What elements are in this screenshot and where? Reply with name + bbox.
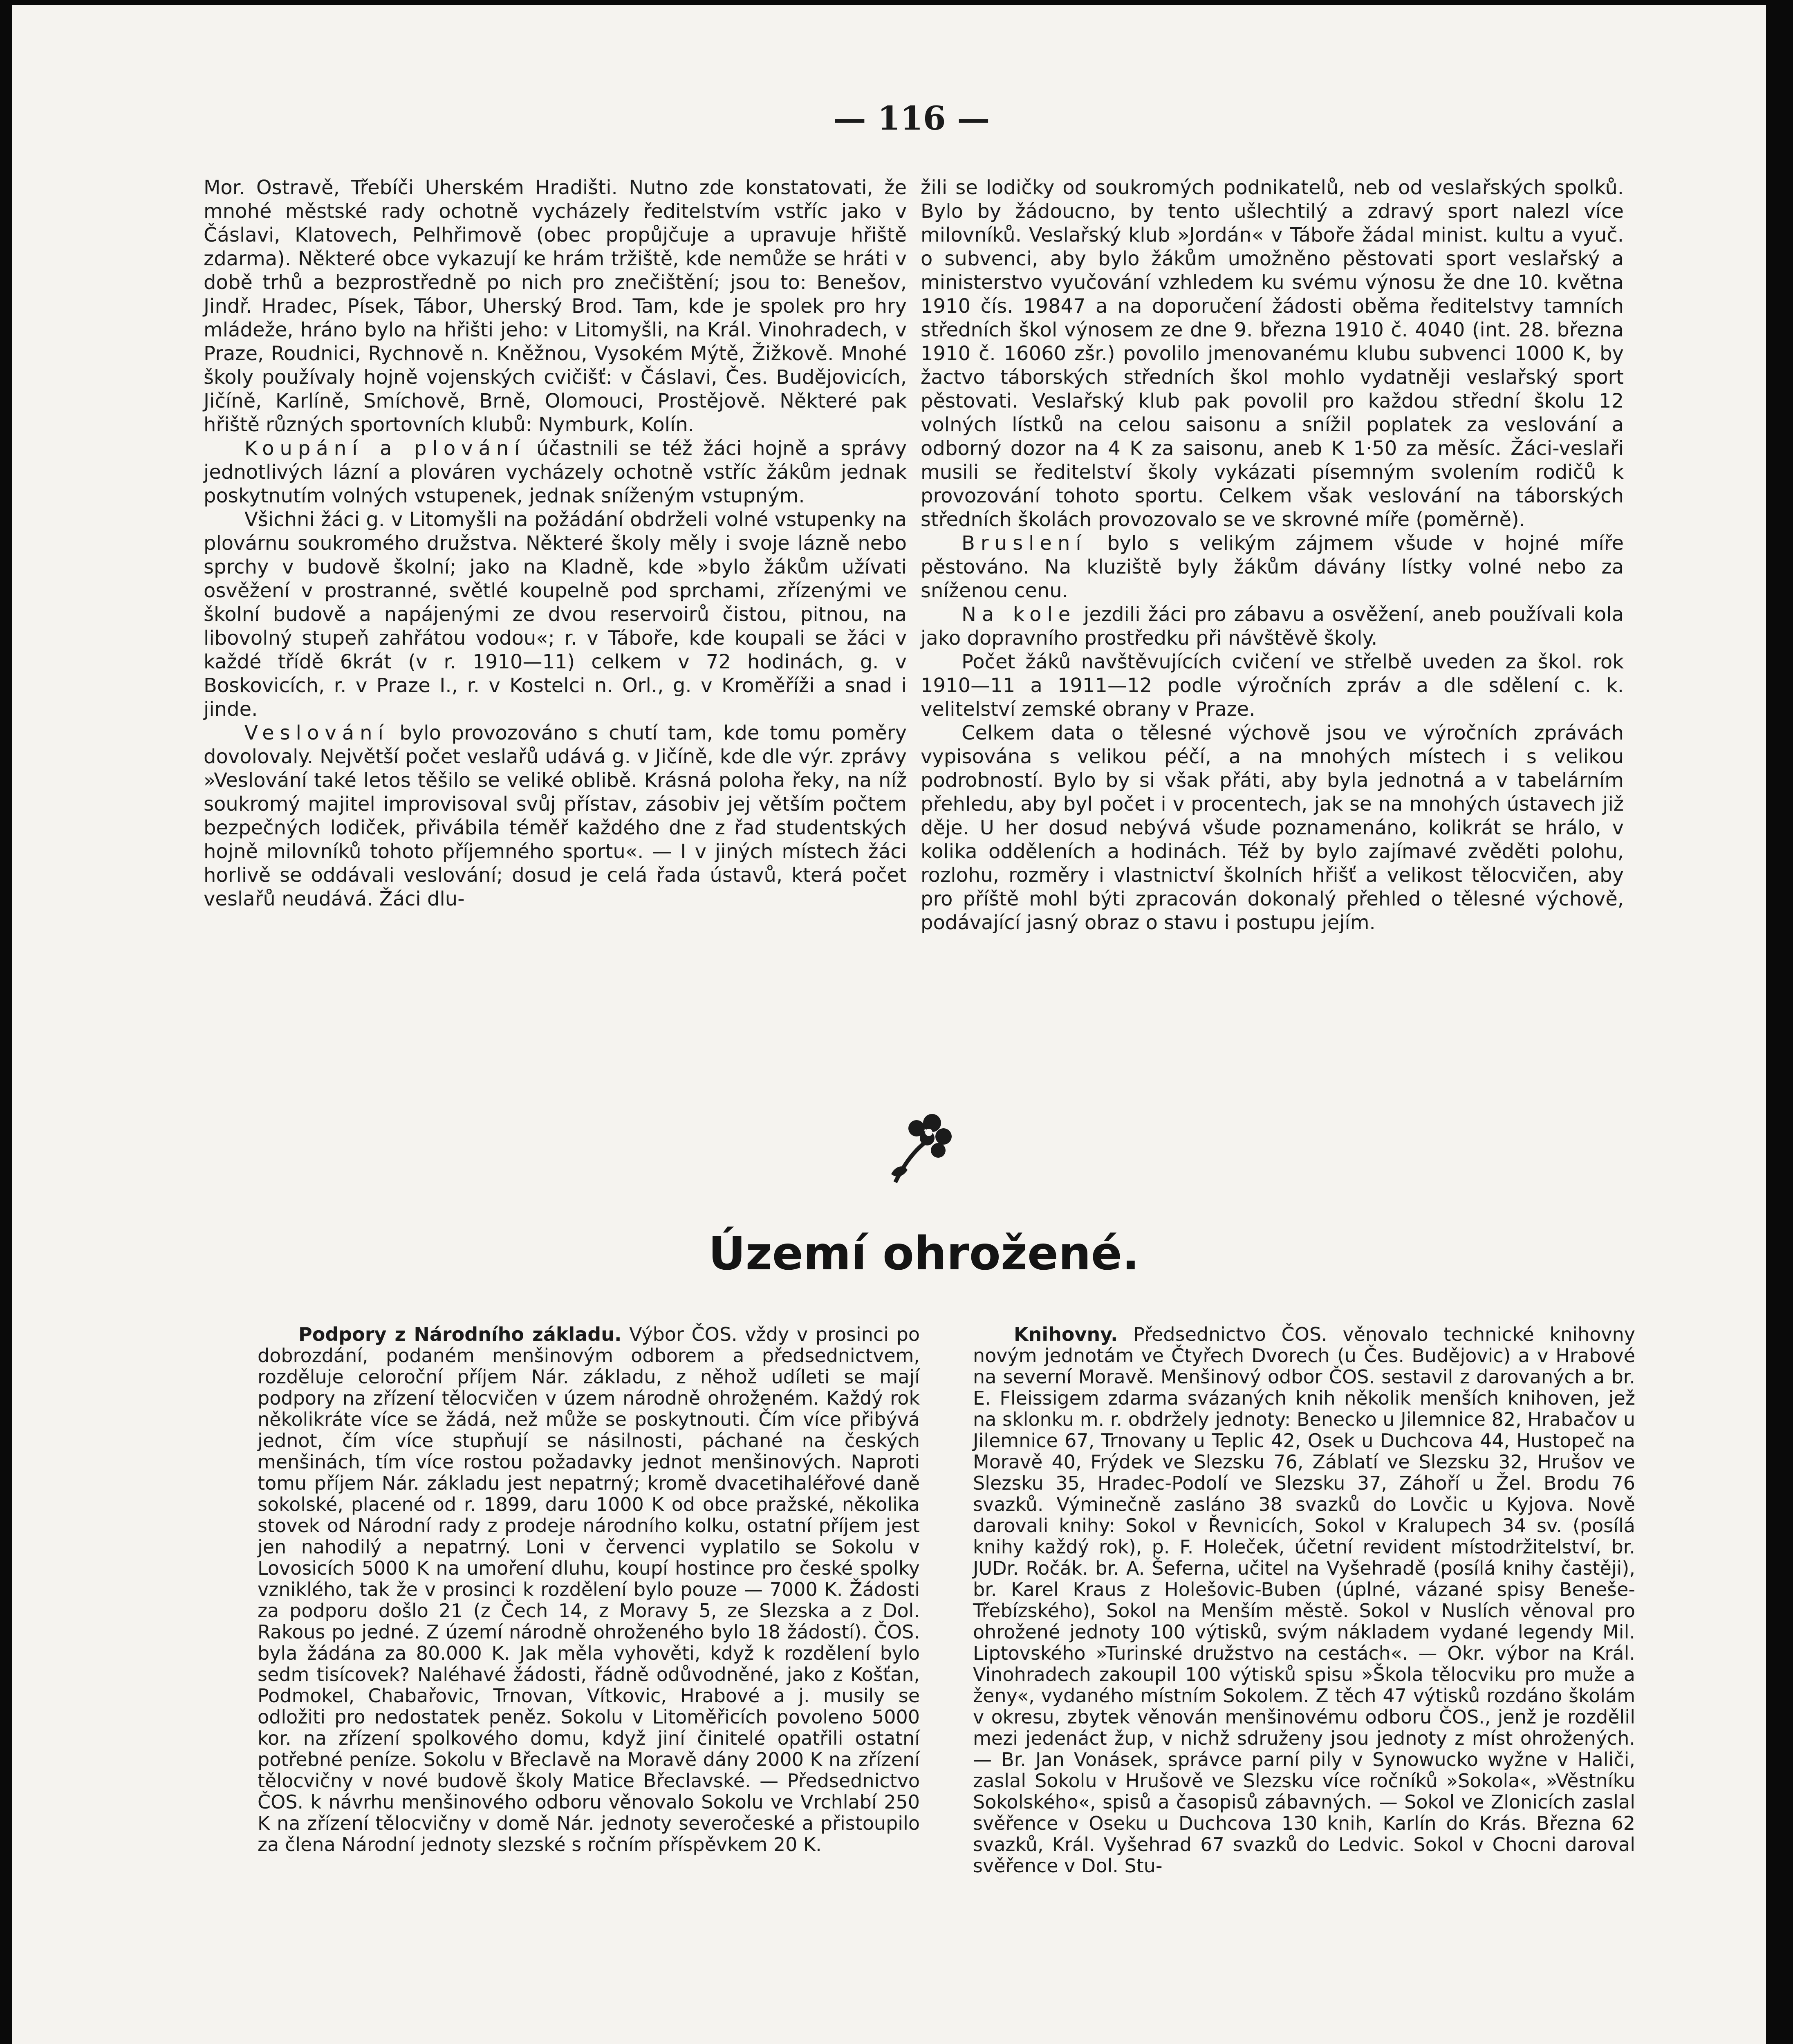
section-title: Území ohrožené. bbox=[708, 1227, 1140, 1280]
paragraph: Knihovny. Předsednictvo ČOS. věnovalo technické knihovny novým jednotám ve Čtyřech Dvorech (u Čes. Budějovic) a v Hrabové na severní Moravě. Menšinový odbor ČOS. sestavil z darovaných a br. E. Fleissigem zdarma svázaných knih několik menších knihoven, jež na sklonku m. r. obdržely jednoty: Benecko u Jilemnice 82, Hrabačov u Jilemnice 67, Trnovany u Teplic 42, Osek u Duchcova 44, Hustopeč na Moravě 40, Frýdek ve Slezsku 76, Záblatí ve Slezsku 32, Hrušov ve Slezsku 35, Hradec-Podolí ve Slezsku 37, Záhoří u Žel. Brodu 76 svazků. Výminečně zasláno 38 svazků do Lovčic u Kyjova. Nově darovali knihy: Sokol v Řevnicích, Sokol v Kralupech 34 sv. (posílá knihy každý rok), p. F. Holeček, účetní revident místodržitelství, br. JUDr. Ročák. br. A. Šeferna, učitel na Vyšehradě (posílá knihy častěji), br. Karel Kraus z Holešovic-Buben (úplné, vázané spisy Beneše-Třebízského), Sokol na Menším městě. Sokol v Nuslích věnoval pro ohrožené jednoty 100 výtisků, svým nákladem vydané legendy Mil. Liptovského »Turinské družstvo na cestách«. — Okr. výbor na Král. Vinohradech zakoupil 100 výtisků spisu »Škola tělocviku pro muže a ženy«, vydaného místním Sokolem. Z těch 47 výtisků rozdáno školám v okresu, zbytek věnován menšinovému odboru ČOS., jenž je rozdělil mezi jedenáct žup, v nichž sdruženy jsou jednoty z míst ohrožených. — Br. Jan Vonásek, správce parní pily v Synowucko wyžne v Haliči, zaslal Sokolu v Hrušově ve Slezsku více ročníků »Sokola«, »Věstníku Sokolského«, spisů a časopisů zábavných. — Sokol ve Zlonicích zaslal svěřence v Oseku u Duchcova 130 knih, Karlín do Krás. Března 62 svazků, Král. Vyšehrad 67 svazků do Ledvic. Sokol v Chocni daroval svěřence v Dol. Stu- bbox=[973, 1323, 1635, 1877]
page bbox=[12, 5, 1766, 2044]
paragraph-lead: Bruslení bbox=[961, 532, 1087, 555]
column-top-left bbox=[204, 176, 907, 911]
paragraph: Veslování bylo provozováno s chutí tam, kde tomu poměry dovolovaly. Největší počet veslařů udává g. v Jičíně, kde dle výr. zprávy »Veslování také letos těšilo se veliké oblibě. Krásná poloha řeky, na níž soukromý majitel improvisoval svůj přístav, zásobiv jej větším počtem bezpečných lodiček, přivábila téměř každého dne z řad studentských hojně milovníků tohoto příjemného sportu«. — I v jiných místech žáci horlivě se oddávali veslování; dosud je celá řada ústavů, která počet veslařů neudává. Žáci dlu- bbox=[204, 722, 907, 910]
column-top-right bbox=[921, 176, 1624, 935]
paragraph: Na kole jezdili žáci pro zábavu a osvěžení, aneb používali kola jako dopravního prostředku při návštěvě školy. bbox=[921, 603, 1624, 650]
scan-edge bbox=[1779, 0, 1793, 2044]
paragraph: Počet žáků navštěvujících cvičení ve střelbě uveden za škol. rok 1910—11 a 1911—12 podle výročních zpráv a dle sdělení c. k. velitelství zemské obrany v Praze. bbox=[921, 650, 1624, 721]
column-bottom-right bbox=[973, 1324, 1635, 1876]
paragraph: Mor. Ostravě, Třebíči Uherském Hradišti. Nutno zde konstatovati, že mnohé městské rady ochotně vycházely ředitelstvím vstříc jako v Čáslavi, Klatovech, Pelhřimově (obec propůjčuje a upravuje hřiště zdarma). Některé obce vykazují ke hrám tržiště, kde nemůže se hráti v době trhů a bezprostředně po nich pro znečištění; jsou to: Benešov, Jindř. Hradec, Písek, Tábor, Uherský Brod. Tam, kde je spolek pro hry mládeže, hráno bylo na hřišti jeho: v Litomyšli, na Král. Vinohradech, v Praze, Roudnici, Rychnově n. Kněžnou, Vysokém Mýtě, Žižkově. Mnohé školy používaly hojně vojenských cvičišť: v Čáslavi, Čes. Budějovicích, Jičíně, Karlíně, Smíchově, Brně, Olomouci, Prostějově. Některé pak hřiště různých sportovních klubů: Nymburk, Kolín. bbox=[204, 176, 907, 436]
paragraph: Podpory z Národního základu. Výbor ČOS. vždy v prosinci po dobrozdání, podaném menšinovým odborem a předsednictvem, rozděluje celoroční příjem Nár. základu, z něhož udíleti se mají podpory na zřízení tělocvičen v územ národně ohroženém. Každý rok několikráte více se žádá, než může se poskytnouti. Čím více přibývá jednot, čím více stupňují se násilnosti, páchané na českých menšinách, tím více rostou požadavky jednot menšinových. Naproti tomu příjem Nár. základu jest nepatrný; kromě dvacetihaléřové daně sokolské, placené od r. 1899, daru 1000 K od obce pražské, několika stovek od Národní rady z prodeje národního kolku, ostatní příjem jest jen nahodilý a nepatrný. Loni v červenci vyplatilo se Sokolu v Lovosicích 5000 K na umoření dluhu, koupí hostince pro české spolky vzniklého, tak že v prosinci k rozdělení bylo pouze — 7000 K. Žádosti za podporu došlo 21 (z Čech 14, z Moravy 5, ze Slezska a z Dol. Rakous po jedné. Z území národně ohroženého bylo 18 žádostí). ČOS. byla žádána za 80.000 K. Jak měla vyhověti, když k rozdělení bylo sedm tisícovek? Naléhavé žádosti, řádně odůvodněné, jako z Košťan, Podmokel, Chabařovic, Trnovan, Vítkovic, Hrabové a j. musily se odložiti pro nedostatek peněz. Sokolu v Litoměřicích povoleno 5000 kor. na zřízení spolkového domu, když jiní činitelé opatřili ostatní potřebné peníze. Sokolu v Břeclavě na Moravě dány 2000 K na zřízení tělocvičny v nové budově školy Matice Břeclavské. — Předsednictvo ČOS. k návrhu menšinového odboru věnovalo Sokolu ve Vrchlabí 250 K na zřízení tělocvičny v domě Nár. jednoty severočeské a přistoupilo za člena Národní jednoty slezské s ročním příspěvkem 20 K. bbox=[258, 1323, 920, 1856]
floral-ornament-icon bbox=[879, 1105, 961, 1190]
paragraph: Všichni žáci g. v Litomyšli na požádání obdrželi volné vstupenky na plovárnu soukromého družstva. Některé školy měly i svoje lázně nebo sprchy v budově školní; jako na Kladně, kde »bylo žákům užívati osvěžení v prostranné, světlé koupelně pod sprchami, zřízenými ve školní budově a napájenými ze dvou reservoirů čistou, pitnou, na libovolný stupeň zahřátou vodou«; r. v Táboře, kde koupali se žáci v každé třídě 6krát (v r. 1910—11) celkem v 72 hodinách, g. v Boskovicích, r. v Praze I., r. v Kostelci n. Orl., g. v Kroměříži a snad i jinde. bbox=[204, 508, 907, 721]
paragraph-lead: Podpory z Národního základu. bbox=[298, 1323, 622, 1345]
paragraph: Koupání a plování účastnili se též žáci hojně a správy jednotlivých lázní a plováren vycházely ochotně vstříc žákům jednak poskytnutím volných vstupenek, jednak sníženým vstupným. bbox=[204, 437, 907, 507]
paragraph-lead: Koupání a plování bbox=[244, 437, 526, 460]
column-bottom-left bbox=[258, 1324, 920, 1855]
paragraph: Bruslení bylo s velikým zájmem všude v hojné míře pěstováno. Na kluziště byly žákům dávány lístky volné nebo za sníženou cenu. bbox=[921, 532, 1624, 602]
paragraph: žili se lodičky od soukromých podnikatelů, neb od veslařských spolků. Bylo by žádoucno, by tento ušlechtilý a zdravý sport nalezl více milovníků. Veslařský klub »Jordán« v Táboře žádal minist. kultu a vyuč. o subvenci, aby bylo žákům umožněno pěstovati sport veslařský a ministerstvo vyučování vzhledem ku svému výnosu že dne 10. května 1910 čís. 19847 a na doporučení žádosti oběma ředitelstvy tamních středních škol výnosem ze dne 9. března 1910 č. 4040 (int. 28. března 1910 č. 16060 zšr.) povolilo jmenovanému klubu subvenci 1000 K, by žactvo táborských středních škol mohlo vydatněji veslařský sport pěstovati. Veslařský klub pak povolil pro každou střední školu 12 volných lístků na celou saisonu a snížil poplatek za veslování a odborný dozor na 4 K za saisonu, aneb K 1·50 za měsíc. Žáci-veslaři musili se ředitelství školy vykázati písemným svolením rodičů k provozování tohoto sportu. Celkem však veslování na táborských středních školách provozovalo se ve skrovné míře (poměrně). bbox=[921, 176, 1624, 531]
paragraph-lead: Knihovny. bbox=[1014, 1323, 1118, 1345]
paragraph: Celkem data o tělesné výchově jsou ve výročních zprávách vypisována s velikou péčí, a na mnohých místech i s velikou podrobností. Bylo by si však přáti, aby byla jednotná a v tabelárním přehledu, aby byl počet i v procentech, jak se na mnohých ústavech již děje. U her dosud nebývá všude poznamenáno, kolikrát se hrálo, v kolika odděleních a hodinách. Též by bylo zajímavé zvěděti polohu, rozlohu, rozměry i vlastnictví školních hřišť a velikost tělocvičen, aby pro příště mohl býti zpracován dokonalý přehled o tělesné výchově, podávající jasný obraz o stavu i postupu jejím. bbox=[921, 722, 1624, 934]
paragraph-lead: Veslování bbox=[244, 722, 389, 744]
page-number: — 116 — bbox=[833, 99, 990, 137]
paragraph-lead: Na kole bbox=[961, 603, 1076, 626]
